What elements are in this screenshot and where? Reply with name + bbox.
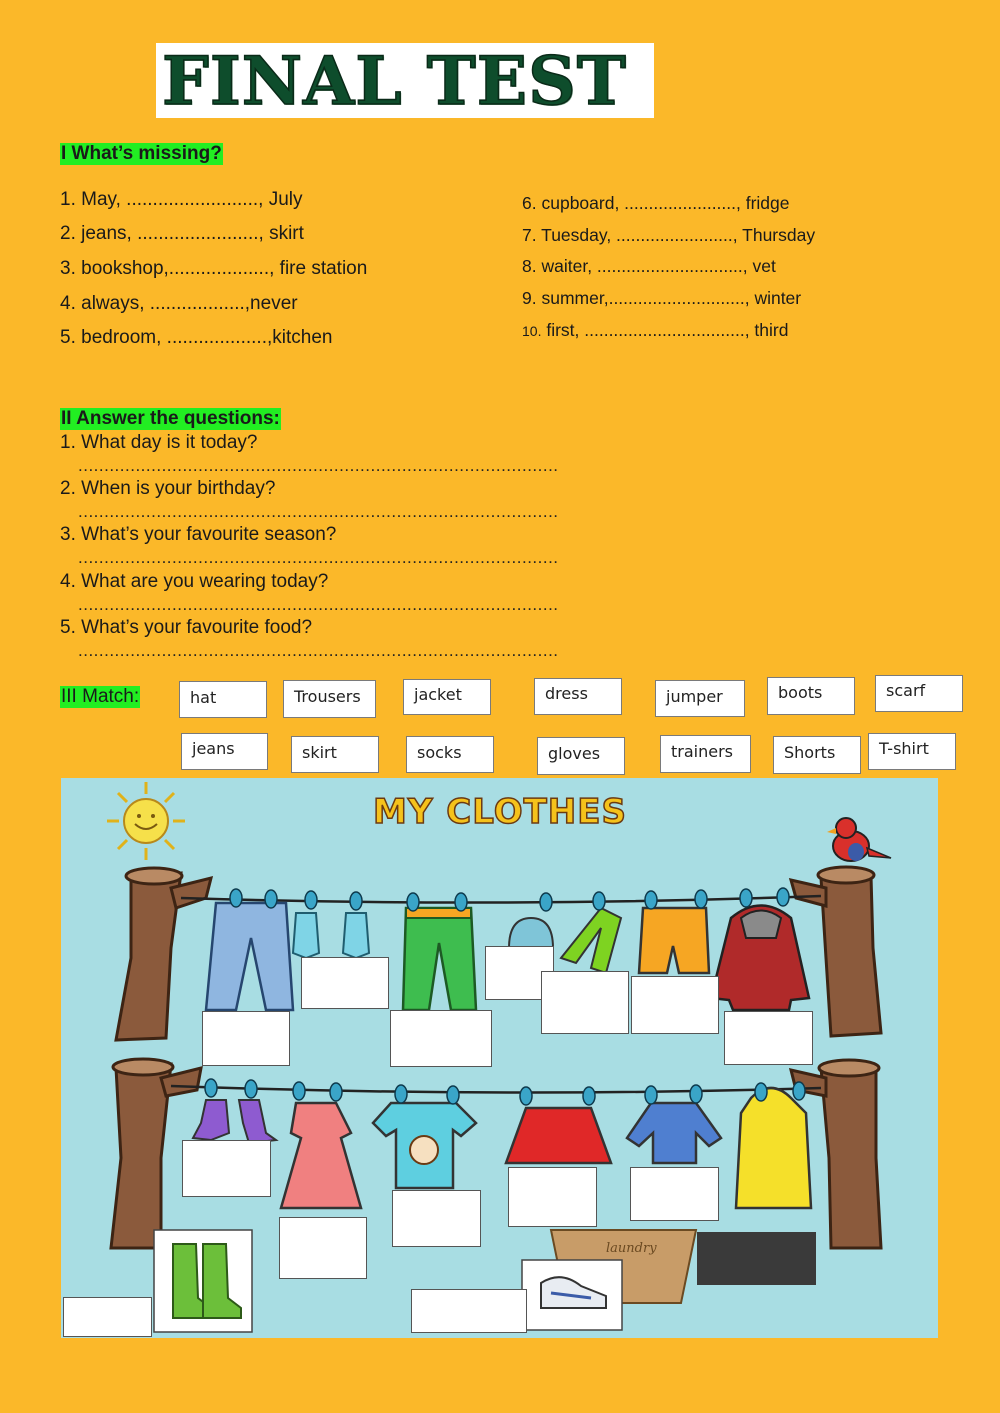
item-number: 6.: [522, 193, 537, 213]
dress-icon: [281, 1103, 361, 1208]
word-skirt[interactable]: skirt: [291, 736, 379, 773]
item-number: 8.: [522, 256, 537, 276]
jacket-icon: [711, 906, 809, 1011]
answer-box-gloves[interactable]: [301, 957, 389, 1009]
item-text: cupboard, ......................., fridge: [541, 193, 790, 213]
jumper-icon: [627, 1103, 721, 1163]
section1-heading: I What’s missing?: [61, 143, 222, 164]
answer-box-trainers[interactable]: [411, 1289, 527, 1333]
tree-left-top-icon: [116, 868, 211, 1040]
page-title: FINAL TEST: [162, 42, 627, 120]
item-number: 7.: [522, 225, 537, 245]
scene-title: MY CLOTHES: [373, 792, 627, 832]
question-4: 4. What are you wearing today?: [60, 571, 329, 592]
trainers-icon: [522, 1260, 622, 1330]
missing-item-10: [522, 319, 788, 342]
answer-line-4[interactable]: ............................................................................................: [78, 595, 559, 614]
answer-box-boots[interactable]: [63, 1297, 152, 1337]
word-trainers[interactable]: trainers: [660, 735, 751, 773]
question-1: 1. What day is it today?: [60, 432, 258, 453]
answer-box-jeans[interactable]: [202, 1011, 290, 1066]
missing-item-4: 4. always, ..................,never: [60, 293, 298, 314]
tshirt-icon: [373, 1103, 476, 1188]
question-5: 5. What’s your favourite food?: [60, 617, 313, 638]
clothes-scene: [61, 778, 938, 1338]
word-jumper[interactable]: jumper: [655, 680, 745, 717]
item-text: summer,............................, winter: [541, 288, 802, 308]
missing-item-8: [522, 255, 776, 277]
answer-box-dress[interactable]: [279, 1217, 367, 1279]
answer-box-shorts[interactable]: [631, 976, 719, 1034]
word-boots[interactable]: boots: [767, 677, 855, 715]
socks-icon: [193, 1100, 276, 1143]
word-shorts[interactable]: Shorts: [773, 736, 861, 774]
answer-box-trousers[interactable]: [390, 1010, 492, 1067]
missing-item-2: 2. jeans, ......................., skirt: [60, 223, 304, 244]
answer-line-2[interactable]: ............................................................................................: [78, 502, 559, 521]
missing-item-9: [522, 287, 801, 309]
answer-box-tshirt[interactable]: [392, 1190, 481, 1247]
answer-line-1[interactable]: ............................................................................................: [78, 456, 559, 475]
item-number: 9.: [522, 288, 537, 308]
clothesline-bottom: [171, 1086, 821, 1093]
skirt-icon: [506, 1108, 611, 1163]
raincoat-icon: [736, 1088, 811, 1208]
item-text: first, ................................., third: [546, 320, 789, 340]
word-dress[interactable]: dress: [534, 678, 622, 715]
boots-icon: [154, 1230, 252, 1332]
missing-item-1: 1. May, ........................., July: [60, 189, 303, 210]
word-jeans[interactable]: jeans: [181, 733, 268, 770]
sun-icon: [107, 782, 185, 860]
item-text: Tuesday, ........................, Thursday: [541, 225, 816, 245]
answer-box-raincoat[interactable]: [697, 1232, 816, 1285]
missing-item-6: [522, 192, 790, 214]
word-jacket[interactable]: jacket: [403, 679, 491, 715]
answer-box-skirt[interactable]: [508, 1167, 597, 1227]
item-text: waiter, .............................., vet: [541, 256, 776, 276]
word-gloves[interactable]: gloves: [537, 737, 625, 775]
gloves-icon: [293, 913, 369, 958]
shorts-icon: [639, 908, 709, 973]
title-banner: [156, 43, 654, 118]
missing-item-3: 3. bookshop,..................., fire station: [60, 258, 368, 279]
section3-heading: III Match:: [61, 686, 140, 707]
question-3: 3. What’s your favourite season?: [60, 524, 337, 545]
missing-item-7: [522, 224, 815, 246]
missing-item-5: 5. bedroom, ...................,kitchen: [60, 327, 333, 348]
item-number: 10.: [522, 323, 542, 339]
question-2: 2. When is your birthday?: [60, 478, 276, 499]
trousers-icon: [403, 908, 476, 1010]
answer-box-socks[interactable]: [182, 1140, 271, 1197]
answer-line-5[interactable]: ............................................................................................: [78, 641, 559, 660]
bird-icon: [827, 818, 891, 861]
hat-icon: [509, 918, 553, 948]
basket-label: laundry: [606, 1241, 657, 1256]
answer-box-jumper[interactable]: [630, 1167, 719, 1221]
word-tshirt[interactable]: T-shirt: [868, 733, 956, 770]
word-trousers[interactable]: Trousers: [283, 680, 376, 718]
section2-heading: II Answer the questions:: [61, 408, 280, 429]
scarf-icon: [561, 908, 621, 973]
jeans-icon: [206, 903, 293, 1010]
word-socks[interactable]: socks: [406, 736, 494, 773]
answer-box-jacket[interactable]: [724, 1011, 813, 1065]
word-scarf[interactable]: scarf: [875, 675, 963, 712]
answer-line-3[interactable]: ............................................................................................: [78, 548, 559, 567]
answer-box-scarf[interactable]: [541, 971, 629, 1034]
word-hat[interactable]: hat: [179, 681, 267, 718]
